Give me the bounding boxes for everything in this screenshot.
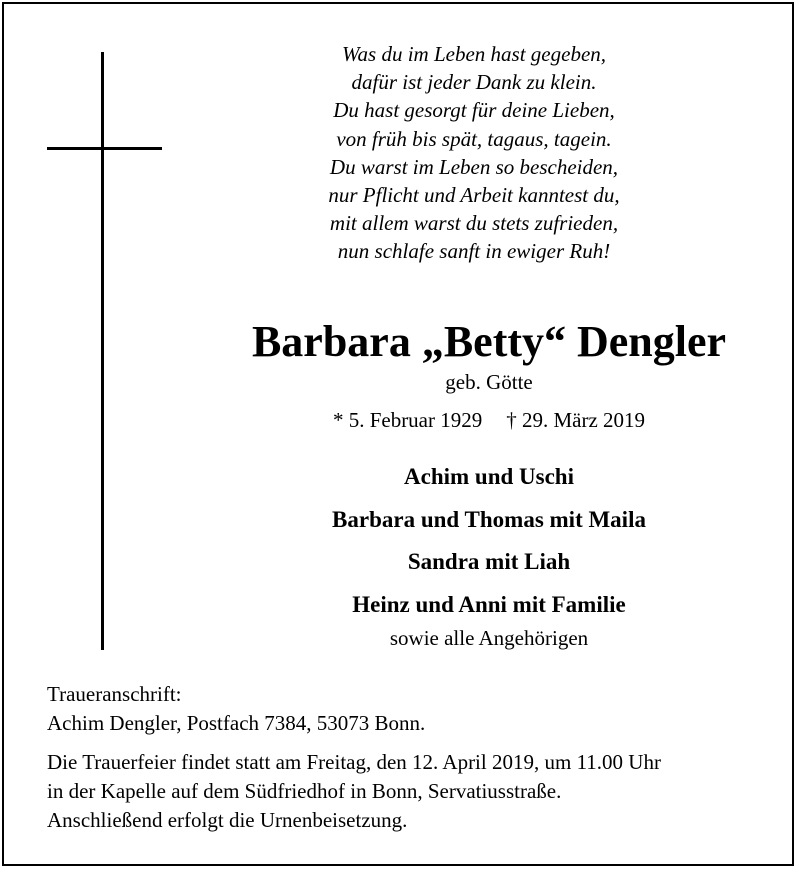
notice-footer [47, 680, 767, 835]
mourner: Barbara und Thomas mit Maila [332, 506, 646, 532]
relatives-note: sowie alle Angehörigen [389, 626, 589, 650]
mourner: Heinz und Anni mit Familie [352, 591, 626, 617]
poem-line: Du warst im Leben so bescheiden, [329, 154, 619, 179]
deceased-name: Barbara „Betty“ Dengler [251, 317, 727, 366]
address-line: Achim Dengler, Postfach 7384, 53073 Bonn. [47, 711, 426, 735]
mourner: Sandra mit Liah [407, 549, 571, 575]
address-label: Traueranschrift: [47, 682, 182, 706]
cross-icon-crossbar [47, 147, 162, 150]
death-date: † 29. März 2019 [506, 408, 646, 432]
maiden-name: geb. Götte [445, 370, 533, 394]
cross-icon [101, 52, 104, 650]
poem-line: mit allem warst du stets zufrieden, [329, 211, 619, 236]
mourners-list [244, 456, 734, 626]
birth-date: * 5. Februar 1929 [332, 408, 483, 432]
service-line: Anschließend erfolgt die Urnenbeisetzung. [47, 808, 408, 832]
mourner: Achim und Uschi [404, 464, 574, 489]
poem-line: nur Pflicht und Arbeit kanntest du, [328, 183, 620, 208]
poem-line: nun schlafe sanft in ewiger Ruh! [337, 239, 611, 264]
service-line: Die Trauerfeier findet statt am Freitag, den 12. April 2019, um 11.00 Uhr [47, 750, 661, 774]
poem-line: Du hast gesorgt für deine Lieben, [333, 98, 615, 123]
service-line: in der Kapelle auf dem Südfriedhof in Bonn, Servatiusstraße. [47, 779, 562, 803]
poem-line: von früh bis spät, tagaus, tagein. [336, 126, 612, 151]
life-dates [294, 405, 684, 435]
poem-line: dafür ist jeder Dank zu klein. [351, 70, 597, 95]
poem [284, 40, 664, 266]
poem-line: Was du im Leben hast gegeben, [341, 42, 607, 66]
obituary-notice [2, 2, 794, 866]
